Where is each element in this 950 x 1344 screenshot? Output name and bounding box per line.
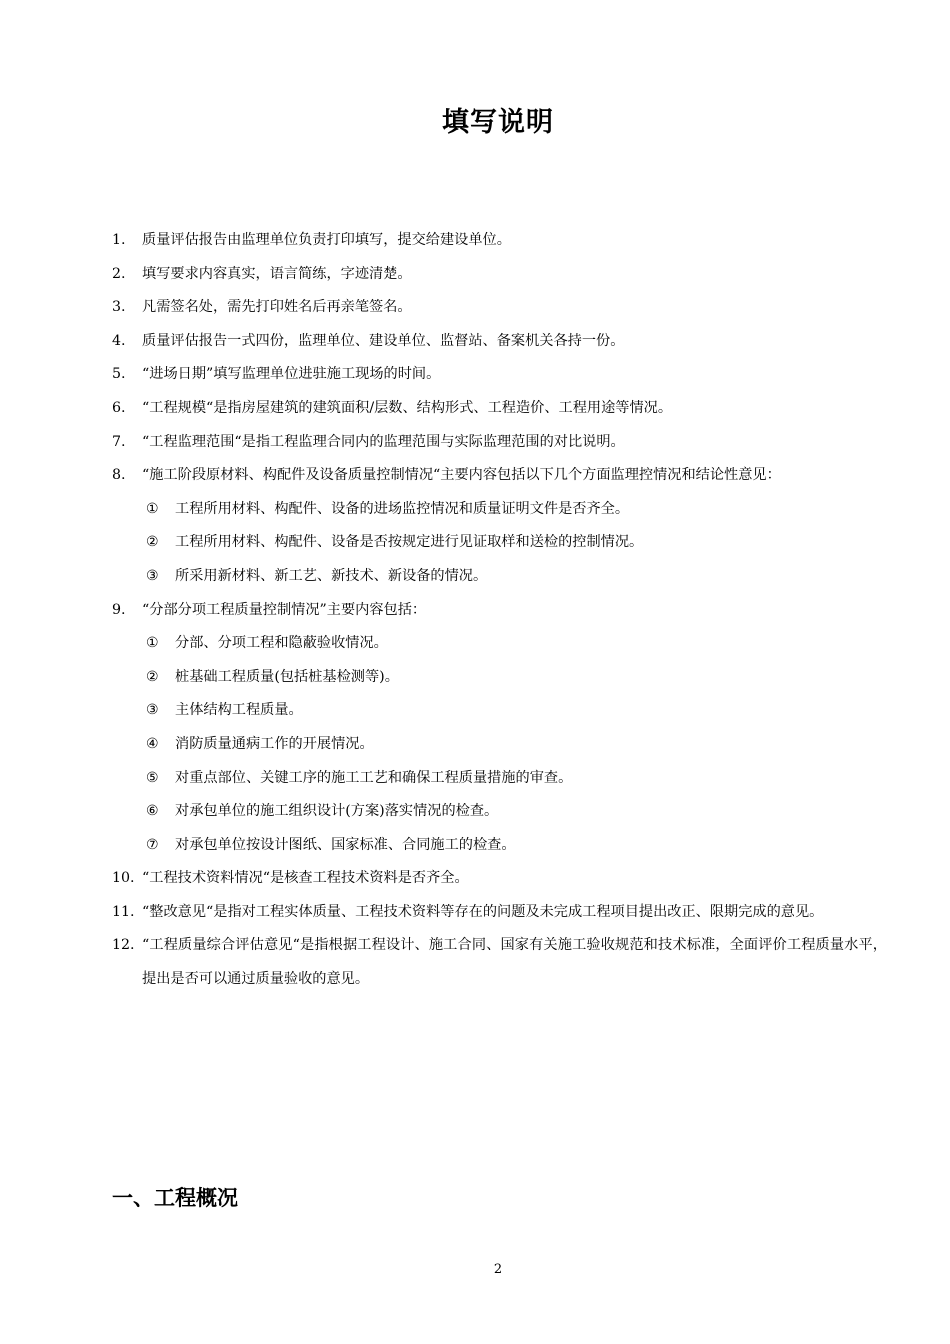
item-text: 质量评估报告一式四份，监理单位、建设单位、监督站、备案机关各持一份。: [142, 332, 625, 349]
page-title: 填写说明: [442, 107, 554, 138]
sub-item-text: 工程所用材料、构配件、设备的进场监控情况和质量证明文件是否齐全。: [175, 500, 630, 517]
sub-item: [112, 762, 887, 796]
sub-item-text: 对承包单位按设计图纸、国家标准、合同施工的检查。: [175, 836, 516, 853]
item-text: 填写要求内容真实，语言简练，字迹清楚。: [142, 265, 412, 282]
item-text: “施工阶段原材料、构配件及设备质量控制情况“主要内容包括以下几个方面监理控情况和结论性意见：: [142, 467, 781, 484]
instruction-item-9: [112, 594, 887, 628]
sub-item-number: ④: [146, 735, 159, 752]
sub-item-number: ⑦: [146, 836, 159, 853]
sub-item-number: ③: [146, 702, 159, 719]
instruction-item-2: [112, 258, 887, 292]
instruction-item-4: [112, 325, 887, 359]
instruction-item-11: [112, 896, 887, 930]
sub-item-text: 所采用新材料、新工艺、新技术、新设备的情况。: [175, 567, 488, 584]
sub-item-number: ②: [146, 668, 159, 685]
sub-item-text: 桩基础工程质量(包括桩基检测等)。: [175, 668, 399, 685]
item-text: “工程监理范围“是指工程监理合同内的监理范围与实际监理范围的对比说明。: [142, 433, 625, 450]
section-heading: 一、工程概况: [112, 1186, 238, 1210]
instruction-item-5: [112, 358, 887, 392]
instruction-item-12: [112, 929, 887, 996]
instruction-item-1: [112, 224, 887, 258]
item-number: 8.: [112, 467, 126, 484]
instruction-item-7: [112, 426, 887, 460]
item-number: 4.: [112, 332, 126, 349]
instruction-list: [112, 224, 887, 997]
sub-item-number: ③: [146, 567, 159, 584]
instruction-item-8: [112, 459, 887, 493]
item-number: 5.: [112, 366, 126, 383]
sub-item: [112, 661, 887, 695]
sub-item-number: ①: [146, 500, 159, 517]
item-number: 6.: [112, 399, 126, 416]
instruction-item-3: [112, 291, 887, 325]
page-number: 2: [493, 1262, 503, 1277]
item-number: 11.: [112, 903, 135, 920]
item-text: “整改意见“是指对工程实体质量、工程技术资料等存在的问题及未完成工程项目提出改正、限期完成的意见。: [142, 903, 824, 920]
item-text: 质量评估报告由监理单位负责打印填写，提交给建设单位。: [142, 232, 511, 248]
instruction-item-6: [112, 392, 887, 426]
sub-item: [112, 728, 887, 762]
item-number: 10.: [112, 870, 135, 887]
sub-item: [112, 493, 887, 527]
sub-item-text: 分部、分项工程和隐蔽验收情况。: [175, 635, 388, 652]
sub-item-number: ①: [146, 635, 159, 652]
item-text: “工程技术资料情况“是核查工程技术资料是否齐全。: [142, 870, 469, 887]
sub-item-number: ②: [146, 534, 159, 551]
item-text: 凡需签名处，需先打印姓名后再亲笔签名。: [142, 299, 412, 316]
sub-item: [112, 694, 887, 728]
sub-item-text: 对重点部位、关键工序的施工工艺和确保工程质量措施的审查。: [175, 769, 573, 786]
item-text: “工程质量综合评估意见“是指根据工程设计、施工合同、国家有关施工验收规范和技术标准，全面评价工程质量水平，提出是否可以通过质量验收的意见。: [142, 937, 887, 988]
sub-item-text: 对承包单位的施工组织设计(方案)落实情况的检查。: [175, 803, 499, 820]
item-text: “工程规模“是指房屋建筑的建筑面积/层数、结构形式、工程造价、工程用途等情况。: [142, 399, 673, 416]
sub-item-text: 主体结构工程质量。: [175, 702, 303, 719]
item-number: 1.: [112, 232, 126, 248]
item-number: 12.: [112, 937, 135, 954]
sub-item: [112, 829, 887, 863]
item-number: 9.: [112, 601, 126, 618]
sub-item-number: ⑥: [146, 803, 159, 820]
item-number: 7.: [112, 433, 126, 450]
item-text: “分部分项工程质量控制情况”主要内容包括：: [142, 601, 427, 618]
sub-item: [112, 560, 887, 594]
item-text: “进场日期”填写监理单位进驻施工现场的时间。: [142, 366, 441, 383]
instruction-item-10: [112, 862, 887, 896]
item-number: 3.: [112, 299, 126, 316]
sub-item: [112, 627, 887, 661]
sub-item-number: ⑤: [146, 769, 159, 786]
sub-item: [112, 526, 887, 560]
sub-item-text: 消防质量通病工作的开展情况。: [175, 735, 374, 752]
sub-item: [112, 795, 887, 829]
item-number: 2.: [112, 265, 126, 282]
sub-item-text: 工程所用材料、构配件、设备是否按规定进行见证取样和送检的控制情况。: [175, 534, 644, 551]
